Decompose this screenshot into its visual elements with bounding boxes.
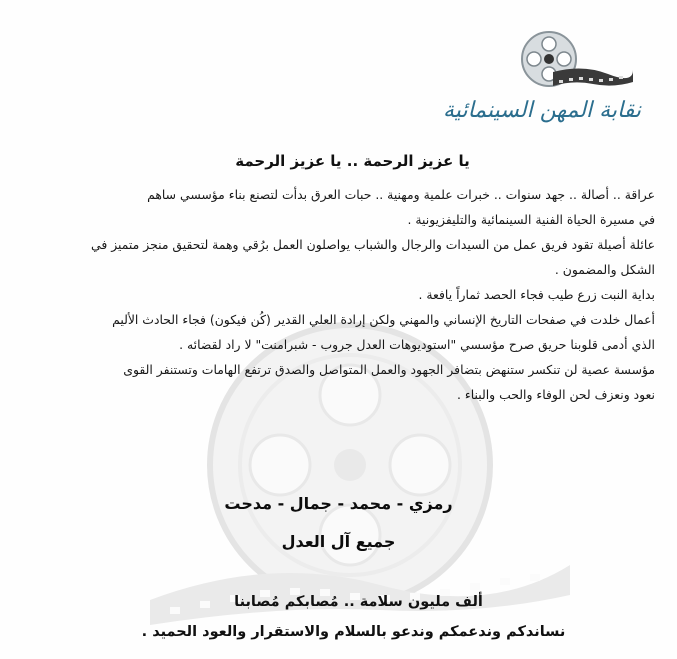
paragraph-line: الذي أدمى قلوبنا حريق صرح مؤسسي "استوديوهات العدل جروب - شبرامنت" لا راد لقضائه . <box>179 337 655 352</box>
paragraph-line: عائلة أصيلة تقود فريق عمل من السيدات والرجال والشباب يواصلون العمل برُقي وهمة لتحقيق منجز متميز في <box>91 237 655 252</box>
paragraph-line: مؤسسة عصية لن تنكسر ستنهض بتضافر الجهود والعمل المتواصل والصدق ترتفع الهامات وتستنفر القوى <box>123 362 655 377</box>
paragraph-line: أعمال خلدت في صفحات التاريخ الإنساني والمهني ولكن إرادة العلي القدير (كُن فيكون) فجاء الحادث الأليم <box>112 312 655 327</box>
paragraph-line: في مسيرة الحياة الفنية السينمائية والتليفزيونية . <box>407 212 655 227</box>
paragraph-line: عراقة .. أصالة .. جهد سنوات .. خبرات علمية ومهنية .. حبات العرق بدأت لتصنع بناء مؤسسي ساهم <box>147 187 655 202</box>
paragraph-line: بداية النبت زرع طيب فجاء الحصد ثماراً يافعة . <box>418 287 655 302</box>
closing-line-1: ألف مليون سلامة .. مُصابكم مُصابنا <box>234 594 483 610</box>
family-line: جميع آل العدل <box>281 532 396 551</box>
syndicate-logo-text: نقابة المهن السينمائية <box>443 98 641 123</box>
film-strip-watermark-icon <box>150 545 570 625</box>
paragraph-line: نعود ونعزف لحن الوفاء والحب والبناء . <box>456 387 655 402</box>
names-line: رمزي - محمد - جمال - مدحت <box>224 494 453 513</box>
paragraph-line: الشكل والمضمون . <box>554 262 655 277</box>
film-strip-logo-icon <box>553 60 633 90</box>
closing-line-2: نساندكم وندعمكم وندعو بالسلام والاستقرار والعود الحميد . <box>141 624 566 640</box>
page-title: يا عزيز الرحمة .. يا عزيز الرحمة <box>235 152 470 170</box>
message-body <box>22 182 655 407</box>
